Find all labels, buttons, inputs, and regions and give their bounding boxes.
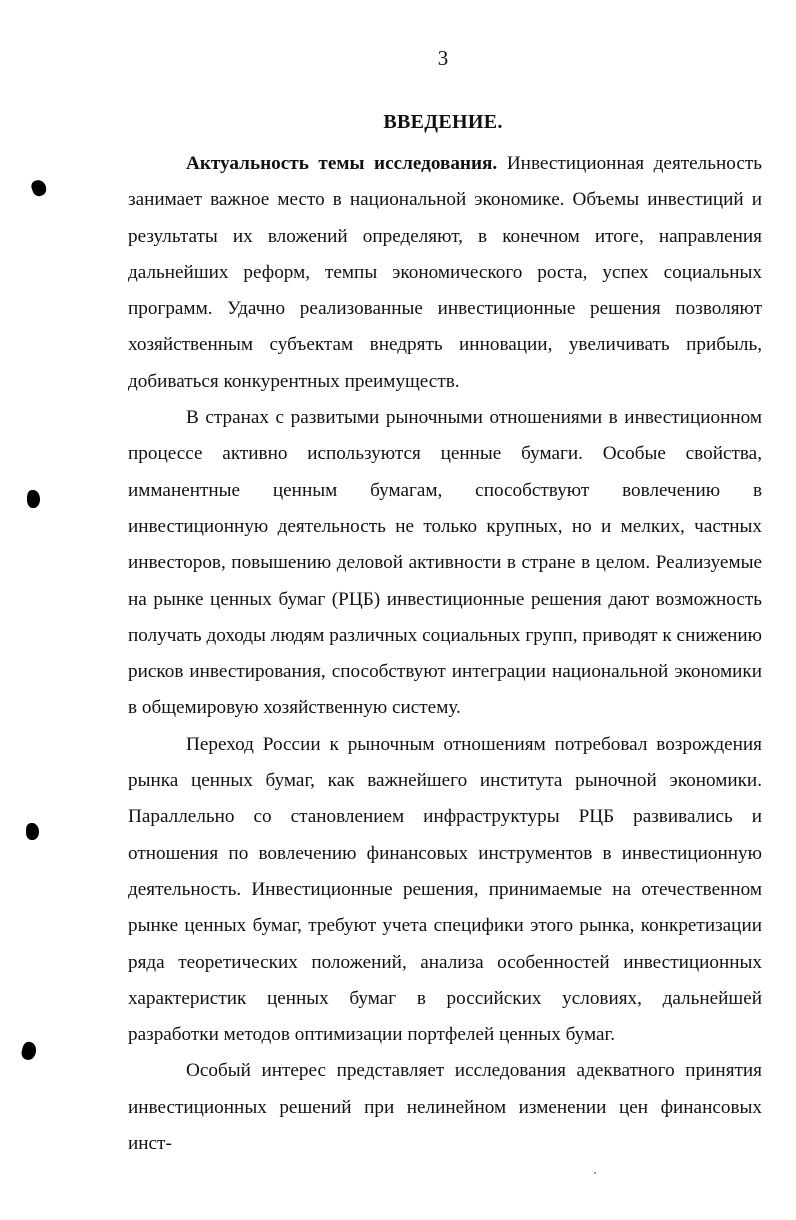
paragraph-russia-transition: Переход России к рыночным отношениям потребовал возрождения рынка ценных бумаг, как важнейшего института рыночной экономики. Параллельно со становлением инфраструктуры РЦБ развивались и отношения по вовлечению финансовых инструментов в инвестиционную деятельность. Инвестиционные решения, принимаемые на отечественном рынке ценных бумаг, требуют учета специфики этого рынка, конкретизации ряда теоретических положений, анализа особенностей инвестиционных характеристик ценных бумаг в российских условиях, дальнейшей разработки методов оптимизации портфелей ценных бумаг. (128, 733, 762, 1046)
binding-hole-mark (26, 823, 39, 840)
binding-hole-mark (30, 178, 49, 198)
body-text (128, 146, 762, 1162)
binding-hole-mark (27, 490, 40, 508)
paragraph-text: Инвестиционная деятельность занимает важное место в национальной экономике. Объемы инвестиций и результаты их вложений определяют, в конечном итоге, направления дальнейших реформ, темпы экономического роста, успех социальных программ. Удачно реализованные инвестиционные решения позволяют хозяйственным субъектам внедрять инновации, увеличивать прибыль, добиваться конкурентных преимуществ. (128, 153, 762, 392)
paragraph-special-interest: Особый интерес представляет исследования адекватного принятия инвестиционных решений при нелинейном изменении цен финансовых инст- (128, 1060, 762, 1155)
binding-hole-mark (20, 1040, 38, 1061)
paragraph-lead: Актуальность темы исследования. (186, 153, 498, 174)
scan-speck (594, 1172, 596, 1174)
page-number: 3 (437, 46, 449, 70)
page-heading: ВВЕДЕНИЕ. (383, 111, 503, 133)
paragraph-securities: В странах с развитыми рыночными отношениями в инвестиционном процессе активно используются ценные бумаги. Особые свойства, имманентные ценным бумагам, способствуют вовлечению в инвестиционную деятельность не только крупных, но и мелких, частных инвесторов, повышению деловой активности в стране в целом. Реализуемые на рынке ценных бумаг (РЦБ) инвестиционные решения дают возможность получать доходы людям различных социальных групп, приводят к снижению рисков инвестирования, способствуют интеграции национальной экономики в общемировую хозяйственную систему. (128, 407, 762, 719)
paragraph-relevance (128, 146, 762, 400)
